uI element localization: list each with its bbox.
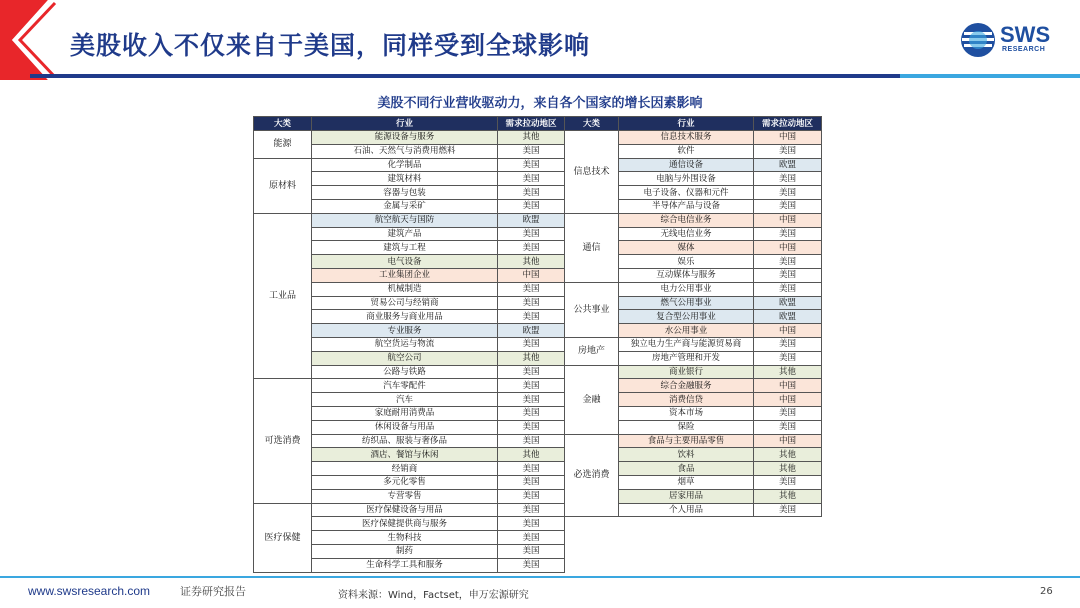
region-cell: 美国 [498,531,565,545]
industry-cell: 专营零售 [312,489,498,503]
industry-cell: 航空公司 [312,351,498,365]
industry-cell: 经销商 [312,462,498,476]
table-row [565,213,822,227]
category-cell: 公共事业 [565,282,619,337]
industry-cell: 独立电力生产商与能源贸易商 [619,337,754,351]
header-category: 大类 [254,117,312,131]
industry-cell: 居家用品 [619,489,754,503]
industry-cell: 娱乐 [619,255,754,269]
region-cell: 中国 [754,434,822,448]
region-cell: 欧盟 [754,158,822,172]
category-cell: 金融 [565,365,619,434]
region-cell: 中国 [754,213,822,227]
category-cell: 房地产 [565,337,619,365]
industry-cell: 电气设备 [312,255,498,269]
industry-cell: 公路与铁路 [312,365,498,379]
category-cell: 可选消费 [254,379,312,503]
region-cell: 美国 [754,406,822,420]
region-cell: 美国 [498,406,565,420]
industry-cell: 建筑材料 [312,172,498,186]
industry-cell: 电子设备、仪器和元件 [619,186,754,200]
industry-cell: 专业服务 [312,324,498,338]
region-cell: 美国 [498,558,565,572]
region-cell: 美国 [498,199,565,213]
region-cell: 其他 [498,255,565,269]
region-cell: 欧盟 [498,213,565,227]
industry-cell: 综合电信业务 [619,213,754,227]
industry-cell: 机械制造 [312,282,498,296]
region-cell: 美国 [498,337,565,351]
region-cell: 其他 [754,365,822,379]
region-cell: 美国 [498,227,565,241]
table-row [565,434,822,448]
industry-cell: 软件 [619,144,754,158]
category-cell: 原材料 [254,158,312,213]
industry-cell: 酒店、餐馆与休闲 [312,448,498,462]
region-cell: 美国 [754,144,822,158]
industry-cell: 燃气公用事业 [619,296,754,310]
table-row [254,131,565,145]
industry-cell: 石油、天然气与消费用燃料 [312,144,498,158]
region-cell: 美国 [754,475,822,489]
category-cell: 必选消费 [565,434,619,517]
region-cell: 美国 [754,199,822,213]
industry-cell: 保险 [619,420,754,434]
region-cell: 中国 [754,379,822,393]
table-subtitle: 美股不同行业营收驱动力，来自各个国家的增长因素影响 [377,96,703,111]
region-cell: 中国 [754,131,822,145]
region-cell: 美国 [754,282,822,296]
logo-subtext: RESEARCH [1002,46,1046,53]
region-cell: 美国 [498,503,565,517]
region-cell: 美国 [754,337,822,351]
region-cell: 美国 [498,186,565,200]
industry-cell: 容器与包装 [312,186,498,200]
region-cell: 中国 [754,393,822,407]
region-cell: 美国 [498,420,565,434]
region-cell: 欧盟 [754,310,822,324]
industry-cell: 半导体产品与设备 [619,199,754,213]
region-cell: 美国 [498,282,565,296]
industry-cell: 建筑与工程 [312,241,498,255]
industry-cell: 食品 [619,462,754,476]
region-cell: 中国 [754,241,822,255]
region-cell: 其他 [754,489,822,503]
industry-cell: 房地产管理和开发 [619,351,754,365]
industry-cell: 生命科学工具和服务 [312,558,498,572]
table-row [565,365,822,379]
region-cell: 美国 [754,172,822,186]
industry-cell: 生物科技 [312,531,498,545]
industry-cell: 休闲设备与用品 [312,420,498,434]
table-row [565,282,822,296]
region-cell: 美国 [498,544,565,558]
footer-report-label: 证券研究报告 [180,585,246,598]
region-cell: 美国 [498,517,565,531]
industry-cell: 媒体 [619,241,754,255]
industry-cell: 医疗保健设备与用品 [312,503,498,517]
region-cell: 中国 [754,324,822,338]
industry-cell: 航空货运与物流 [312,337,498,351]
region-cell: 其他 [754,462,822,476]
industry-cell: 金属与采矿 [312,199,498,213]
region-cell: 美国 [498,434,565,448]
industry-cell: 商业银行 [619,365,754,379]
region-cell: 美国 [498,379,565,393]
industry-cell: 建筑产品 [312,227,498,241]
region-cell: 中国 [498,268,565,282]
region-cell: 美国 [754,420,822,434]
region-cell: 美国 [498,241,565,255]
industry-cell: 商业服务与商业用品 [312,310,498,324]
industry-cell: 信息技术服务 [619,131,754,145]
footer-source: 资料来源：Wind，Factset，申万宏源研究 [338,590,529,601]
industry-cell: 多元化零售 [312,475,498,489]
header-industry: 行业 [619,117,754,131]
header-region: 需求拉动地区 [498,117,565,131]
industry-cell: 无线电信业务 [619,227,754,241]
region-cell: 美国 [498,296,565,310]
industry-cell: 能源设备与服务 [312,131,498,145]
table-row [254,379,565,393]
industry-cell: 复合型公用事业 [619,310,754,324]
region-cell: 其他 [754,448,822,462]
page-number: 26 [1040,586,1053,597]
region-cell: 美国 [754,268,822,282]
region-cell: 欧盟 [498,324,565,338]
region-cell: 美国 [498,172,565,186]
industry-cell: 水公用事业 [619,324,754,338]
industry-cell: 纺织品、服装与奢侈品 [312,434,498,448]
industry-cell: 资本市场 [619,406,754,420]
region-cell: 美国 [498,462,565,476]
region-cell: 美国 [754,255,822,269]
header-industry: 行业 [312,117,498,131]
industry-cell: 烟草 [619,475,754,489]
logo-text: SWS [1000,22,1051,47]
region-cell: 美国 [498,144,565,158]
industry-cell: 综合金融服务 [619,379,754,393]
region-cell: 美国 [498,158,565,172]
industry-table-right [564,116,822,517]
region-cell: 美国 [498,489,565,503]
region-cell: 其他 [498,131,565,145]
table-row [565,131,822,145]
industry-cell: 化学制品 [312,158,498,172]
industry-cell: 个人用品 [619,503,754,517]
industry-cell: 工业集团企业 [312,268,498,282]
header-category: 大类 [565,117,619,131]
industry-cell: 航空航天与国防 [312,213,498,227]
table-row [254,213,565,227]
region-cell: 美国 [498,365,565,379]
header-region: 需求拉动地区 [754,117,822,131]
industry-cell: 电脑与外围设备 [619,172,754,186]
region-cell: 欧盟 [754,296,822,310]
category-cell: 通信 [565,213,619,282]
industry-cell: 消费信贷 [619,393,754,407]
region-cell: 美国 [498,310,565,324]
industry-cell: 贸易公司与经销商 [312,296,498,310]
region-cell: 美国 [754,503,822,517]
region-cell: 美国 [754,351,822,365]
industry-cell: 家庭耐用消费品 [312,406,498,420]
region-cell: 其他 [498,448,565,462]
footer-url-link[interactable]: www.swsresearch.com [28,584,151,598]
industry-cell: 制药 [312,544,498,558]
footer-divider [0,576,1080,578]
page-title: 美股收入不仅来自于美国，同样受到全球影响 [70,31,591,60]
industry-cell: 通信设备 [619,158,754,172]
region-cell: 美国 [498,393,565,407]
industry-cell: 饮料 [619,448,754,462]
table-row [254,158,565,172]
industry-cell: 互动媒体与服务 [619,268,754,282]
region-cell: 美国 [754,186,822,200]
category-cell: 信息技术 [565,131,619,214]
category-cell: 医疗保健 [254,503,312,572]
industry-cell: 电力公用事业 [619,282,754,296]
industry-cell: 医疗保健提供商与服务 [312,517,498,531]
category-cell: 工业品 [254,213,312,379]
industry-cell: 汽车 [312,393,498,407]
industry-table-left [253,116,565,573]
category-cell: 能源 [254,131,312,159]
region-cell: 其他 [498,351,565,365]
industry-cell: 食品与主要用品零售 [619,434,754,448]
region-cell: 美国 [498,475,565,489]
table-row [254,503,565,517]
table-row [565,337,822,351]
industry-cell: 汽车零配件 [312,379,498,393]
region-cell: 美国 [754,227,822,241]
